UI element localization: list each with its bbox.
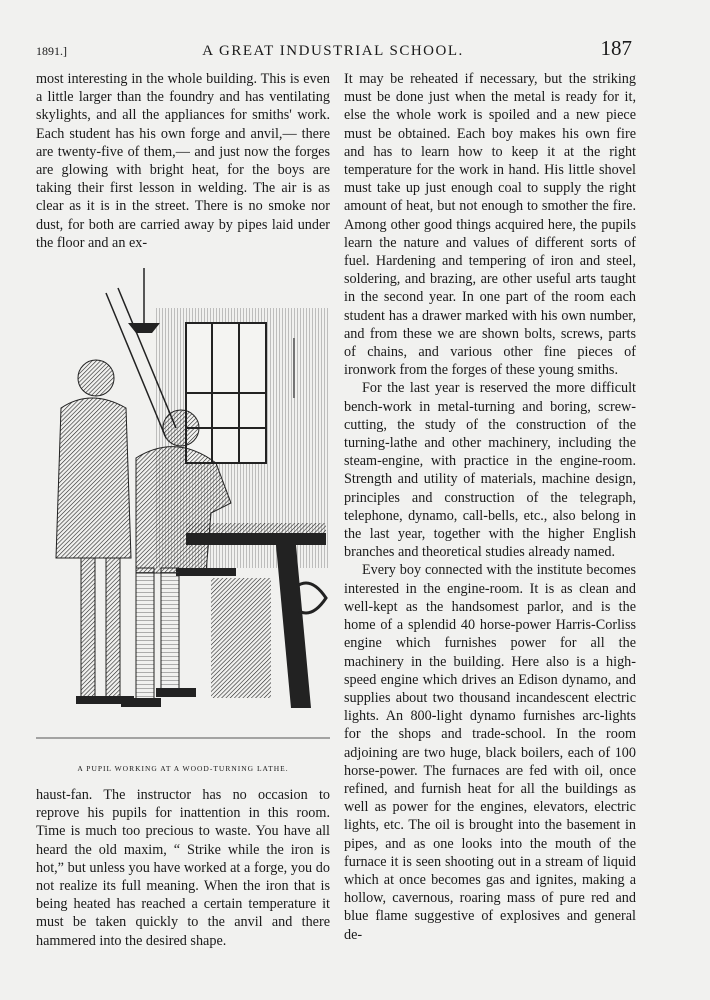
- engraving-illustration: [36, 268, 330, 750]
- header-title: A GREAT INDUSTRIAL SCHOOL.: [202, 43, 464, 59]
- paragraph: haust-fan. The instructor has no occasion to reprove his pupils for inattention in this room. Time is much too precious to waste. You have all heard the old maxim, “ Strike while the iron is hot,” but unless you have worked at a forge, you do not realize its full meaning. When the iron that is being heated has reached a certain temperature it must be taken quickly to the anvil and there hammered into the desired shape.: [36, 787, 330, 949]
- header-year: 1891.]: [36, 44, 67, 58]
- paragraph: For the last year is reserved the more difficult bench-work in metal-turning and boring, screw-cutting, the study of the construction of the turning-lathe and other machinery, including the steam-engine, with practice in the engine-room. Strength and utility of materials, machine design, principles and construction of the telegraph, telephone, dynamo, call-bells, etc., also belong in the last year, together with the higher English branches and theoretical studies already named.: [344, 380, 636, 561]
- paragraph: most interesting in the whole building. This is even a little larger than the foundry and has ventilating skylights, and all the appliances for smiths' work. Each student has his own forge and anvil,— there are twenty-five of them,— and just now the forges are glowing with bright heat, for the boys are taking their first lesson in welding. The air is as clear as it is in the street. There is no smoke nor dust, for both are carried away by pipes laid under the floor and an ex-: [36, 71, 330, 251]
- right-column: [344, 70, 636, 944]
- page-number: 187: [600, 36, 632, 60]
- paragraph: It may be reheated if necessary, but the striking must be done just when the metal is ready for it, else the whole work is spoiled and a new piece must be obtained. Each boy makes his own fire and has to learn how to keep it at the right temperature for the work in hand. His little shovel must take up just enough coal to supply the right amount of heat, but not enough to smother the fire. Among other good things acquired here, the pupils learn the nature and values of different sorts of fuel. Hardening and tempering of iron and steel, soldering, and brazing, are other useful arts taught in the second year. In one part of the room each student has a drawer marked with his own number, and from these we are shown bolts, screws, parts of chains, and various other fine pieces of ironwork from the forges of these young smiths.: [344, 71, 636, 379]
- paragraph: Every boy connected with the institute becomes interested in the engine-room. It is as clean and well-kept as the handsomest parlor, and is the home of a splendid 40 horse-power Harris-Corliss engine which furnishes power for all the machinery in the building. Here also is a high-speed engine which drives an Edison dynamo, and supplies about two thousand incandescent electric lights. An 800-light dynamo furnishes arc-lights for the shops and trade-school. In the room adjoining are two huge, black boilers, each of 100 horse-power. The furnaces are fed with oil, once refined, and furnish heat for all the buildings as well as power for the engines, elevators, electric lights, etc. The oil is brought into the basement in pipes, and as one looks into the mouth of the furnace it is seen shooting out in a stream of liquid which at once becomes gas and ignites, making a hollow, cavernous, roaring mass of pure red and blue flame suggestive of explosives and general de-: [344, 562, 636, 943]
- figure-caption: A PUPIL WORKING AT A WOOD-TURNING LATHE.: [77, 764, 289, 773]
- lathe-engraving: [36, 268, 330, 750]
- left-column-top: [36, 70, 330, 252]
- left-column-bottom: [36, 786, 330, 950]
- running-header: [36, 38, 630, 62]
